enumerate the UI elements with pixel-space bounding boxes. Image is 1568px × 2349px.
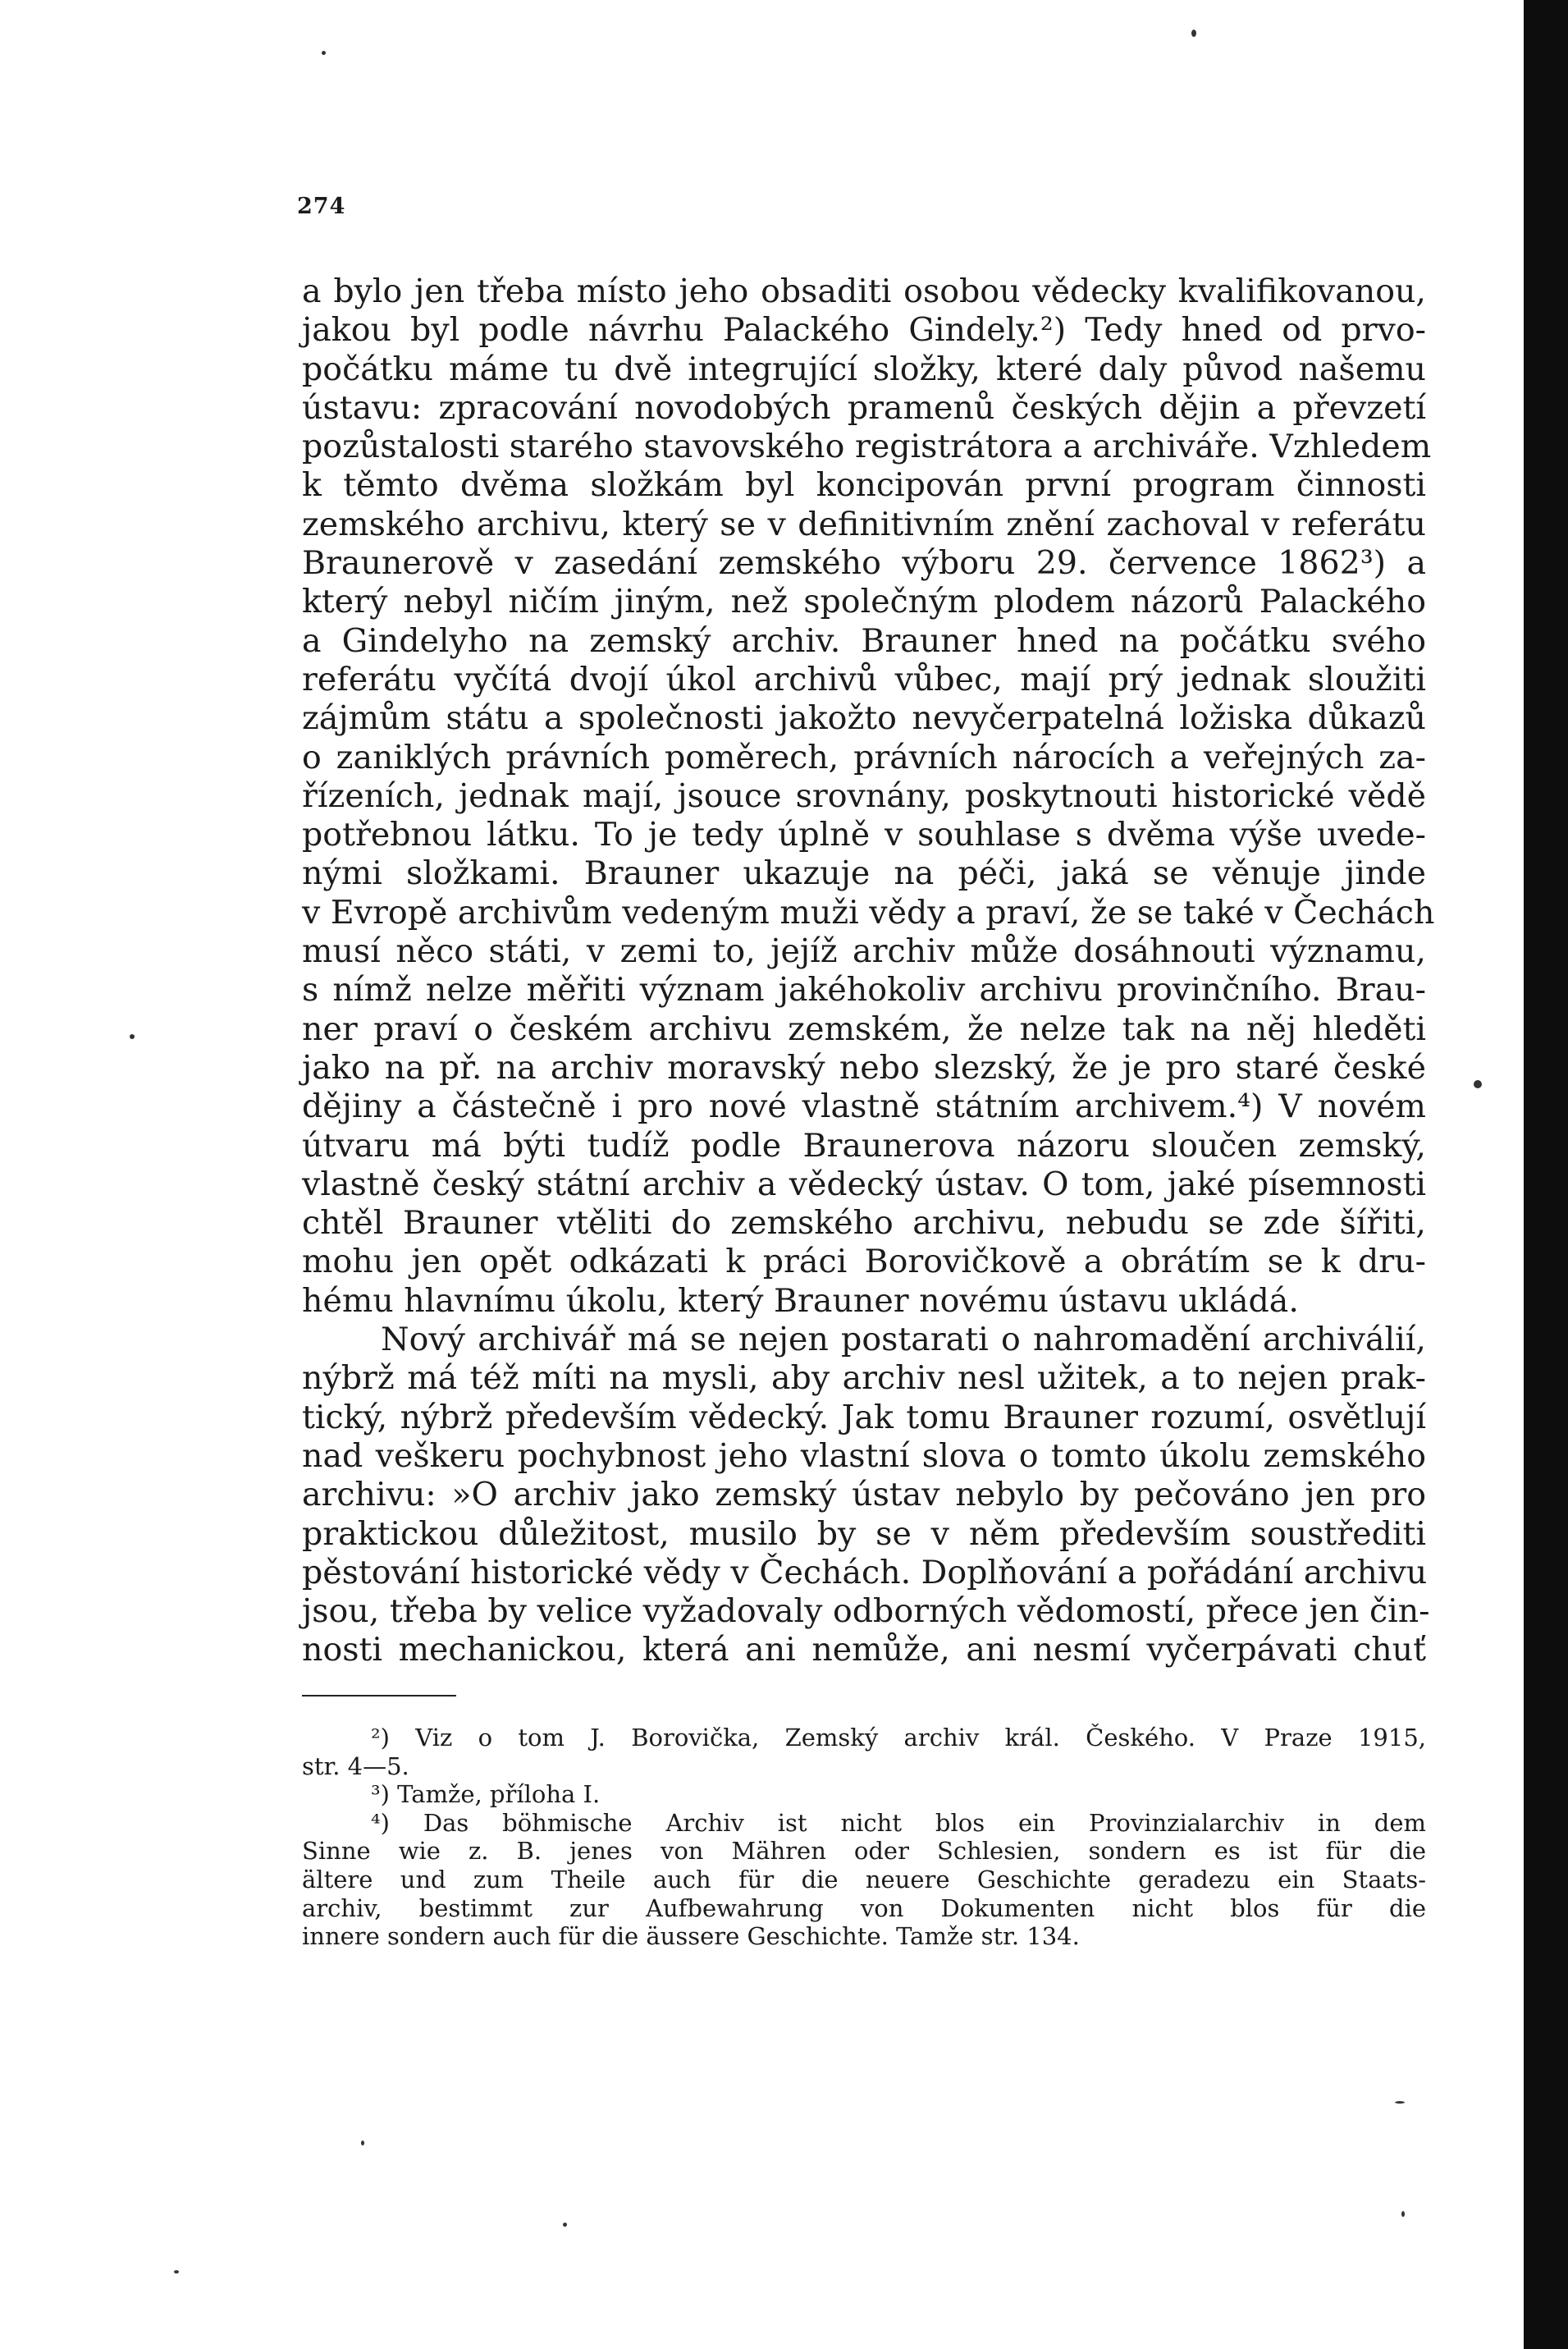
scan-speck (361, 2141, 364, 2145)
text-line: řízeních, jednak mají, jsouce srovnány, poskytnouti historické vědě (302, 776, 1426, 815)
text-line: který nebyl ničím jiným, než společným plodem názorů Palackého (302, 583, 1426, 621)
text-line: v Evropě archivům vedeným muži vědy a praví, že se také v Čechách (302, 893, 1435, 932)
text-line: nosti mechanickou, která ani nemůže, ani nesmí vyčerpávati chuť (302, 1631, 1426, 1669)
text-line: referátu vyčítá dvojí úkol archivů vůbec, mají prý jednak sloužiti (302, 660, 1426, 698)
text-line: tický, nýbrž především vědecký. Jak tomu Brauner rozumí, osvětlují (302, 1398, 1426, 1436)
scan-speck (130, 1034, 135, 1039)
scan-speck (563, 2223, 567, 2227)
footnote-line: ältere und zum Theile auch für die neuere Geschichte geradezu ein Staats- (302, 1865, 1426, 1893)
text-line: praktickou důležitost, musilo by se v něm především soustřediti (302, 1514, 1426, 1553)
text-line: Braunerově v zasedání zemského výboru 29. července 1862³) a (302, 544, 1426, 583)
text-line: potřebnou látku. To je tedy úplně v souhlase s dvěma výše uvede- (302, 816, 1426, 854)
text-line: jsou, třeba by velice vyžadovaly odborných vědomostí, přece jen čin- (302, 1592, 1430, 1631)
footnote-line: Sinne wie z. B. jenes von Mähren oder Schlesien, sondern es ist für die (302, 1837, 1426, 1866)
text-line: útvaru má býti tudíž podle Braunerova názoru sloučen zemský, (302, 1126, 1426, 1165)
scan-speck (1191, 30, 1196, 37)
main-text (302, 272, 1435, 1670)
scan-speck (1474, 1080, 1482, 1088)
text-line: nýbrž má též míti na mysli, aby archiv nesl užitek, a to nejen prak- (302, 1359, 1426, 1398)
footnote-line: innere sondern auch für die äussere Geschichte. Tamže str. 134. (302, 1922, 1080, 1951)
text-line: s nímž nelze měřiti význam jakéhokoliv archivu provinčního. Brau- (302, 971, 1426, 1010)
text-line: dějiny a částečně i pro nové vlastně státním archivem.⁴) V novém (302, 1088, 1426, 1126)
text-line: pozůstalosti starého stavovského registrátora a archiváře. Vzhledem (302, 428, 1432, 466)
page-number: 274 (297, 194, 346, 219)
text-line: a Gindelyho na zemský archiv. Brauner hned na počátku svého (302, 621, 1426, 660)
text-line: archivu: »O archiv jako zemský ústav nebylo by pečováno jen pro (302, 1476, 1426, 1514)
text-line: nad veškeru pochybnost jeho vlastní slova o tomto úkolu zemského (302, 1436, 1426, 1475)
footnote-line: str. 4—5. (302, 1751, 409, 1780)
text-line: chtěl Brauner vtěliti do zemského archivu, nebudu se zde šířiti, (302, 1204, 1426, 1243)
footnote-line: ⁴) Das böhmische Archiv ist nicht blos ein Provinzialarchiv in dem (371, 1808, 1426, 1837)
text-line: zemského archivu, který se v definitivním znění zachoval v referátu (302, 505, 1426, 543)
paragraph-end-line: hému hlavnímu úkolu, který Brauner novému ústavu ukládá. (302, 1281, 1299, 1320)
text-line: mohu jen opět odkázati k práci Borovičkově a obrátím se k dru- (302, 1243, 1426, 1281)
text-line: ner praví o českém archivu zemském, že nelze tak na něj hleděti (302, 1010, 1426, 1048)
text-line: k těmto dvěma složkám byl koncipován první program činnosti (302, 466, 1426, 505)
scan-speck (1401, 2211, 1405, 2217)
paragraph-start-line: Nový archivář má se nejen postarati o nahromadění archiválií, (381, 1321, 1426, 1359)
footnotes (302, 1724, 1426, 1951)
text-line: o zaniklých právních poměrech, právních nárocích a veřejných za- (302, 738, 1426, 776)
text-line: a bylo jen třeba místo jeho obsaditi osobou vědecky kvalifikovanou, (302, 272, 1426, 310)
text-line: musí něco státi, v zemi to, jejíž archiv může dosáhnouti významu, (302, 932, 1426, 971)
text-line: ústavu: zpracování novodobých pramenů českých dějin a převzetí (302, 388, 1426, 427)
scan-speck (322, 51, 326, 55)
text-line: jako na př. na archiv moravský nebo slezský, že je pro staré české (302, 1048, 1426, 1087)
text-line: jakou byl podle návrhu Palackého Gindely.²) Tedy hned od prvo- (302, 311, 1426, 350)
footnote-line: archiv, bestimmt zur Aufbewahrung von Dokumenten nicht blos für die (302, 1893, 1426, 1922)
scan-black-edge (1524, 0, 1568, 2349)
text-line: pěstování historické vědy v Čechách. Doplňování a pořádání archivu (302, 1553, 1428, 1591)
text-line: nými složkami. Brauner ukazuje na péči, jaká se věnuje jinde (302, 854, 1426, 893)
text-line: zájmům státu a společnosti jakožto nevyčerpatelná ložiska důkazů (302, 699, 1426, 738)
scan-speck (1395, 2101, 1405, 2104)
footnote-line: ³) Tamže, příloha I. (371, 1780, 601, 1809)
footnote-separator (302, 1695, 456, 1696)
text-line: vlastně český státní archiv a vědecký ústav. O tom, jaké písemnosti (302, 1165, 1426, 1203)
scan-speck (174, 2270, 179, 2273)
footnote-line: ²) Viz o tom J. Borovička, Zemský archiv král. Českého. V Praze 1915, (371, 1724, 1426, 1751)
text-line: počátku máme tu dvě integrující složky, které daly původ našemu (302, 350, 1426, 388)
